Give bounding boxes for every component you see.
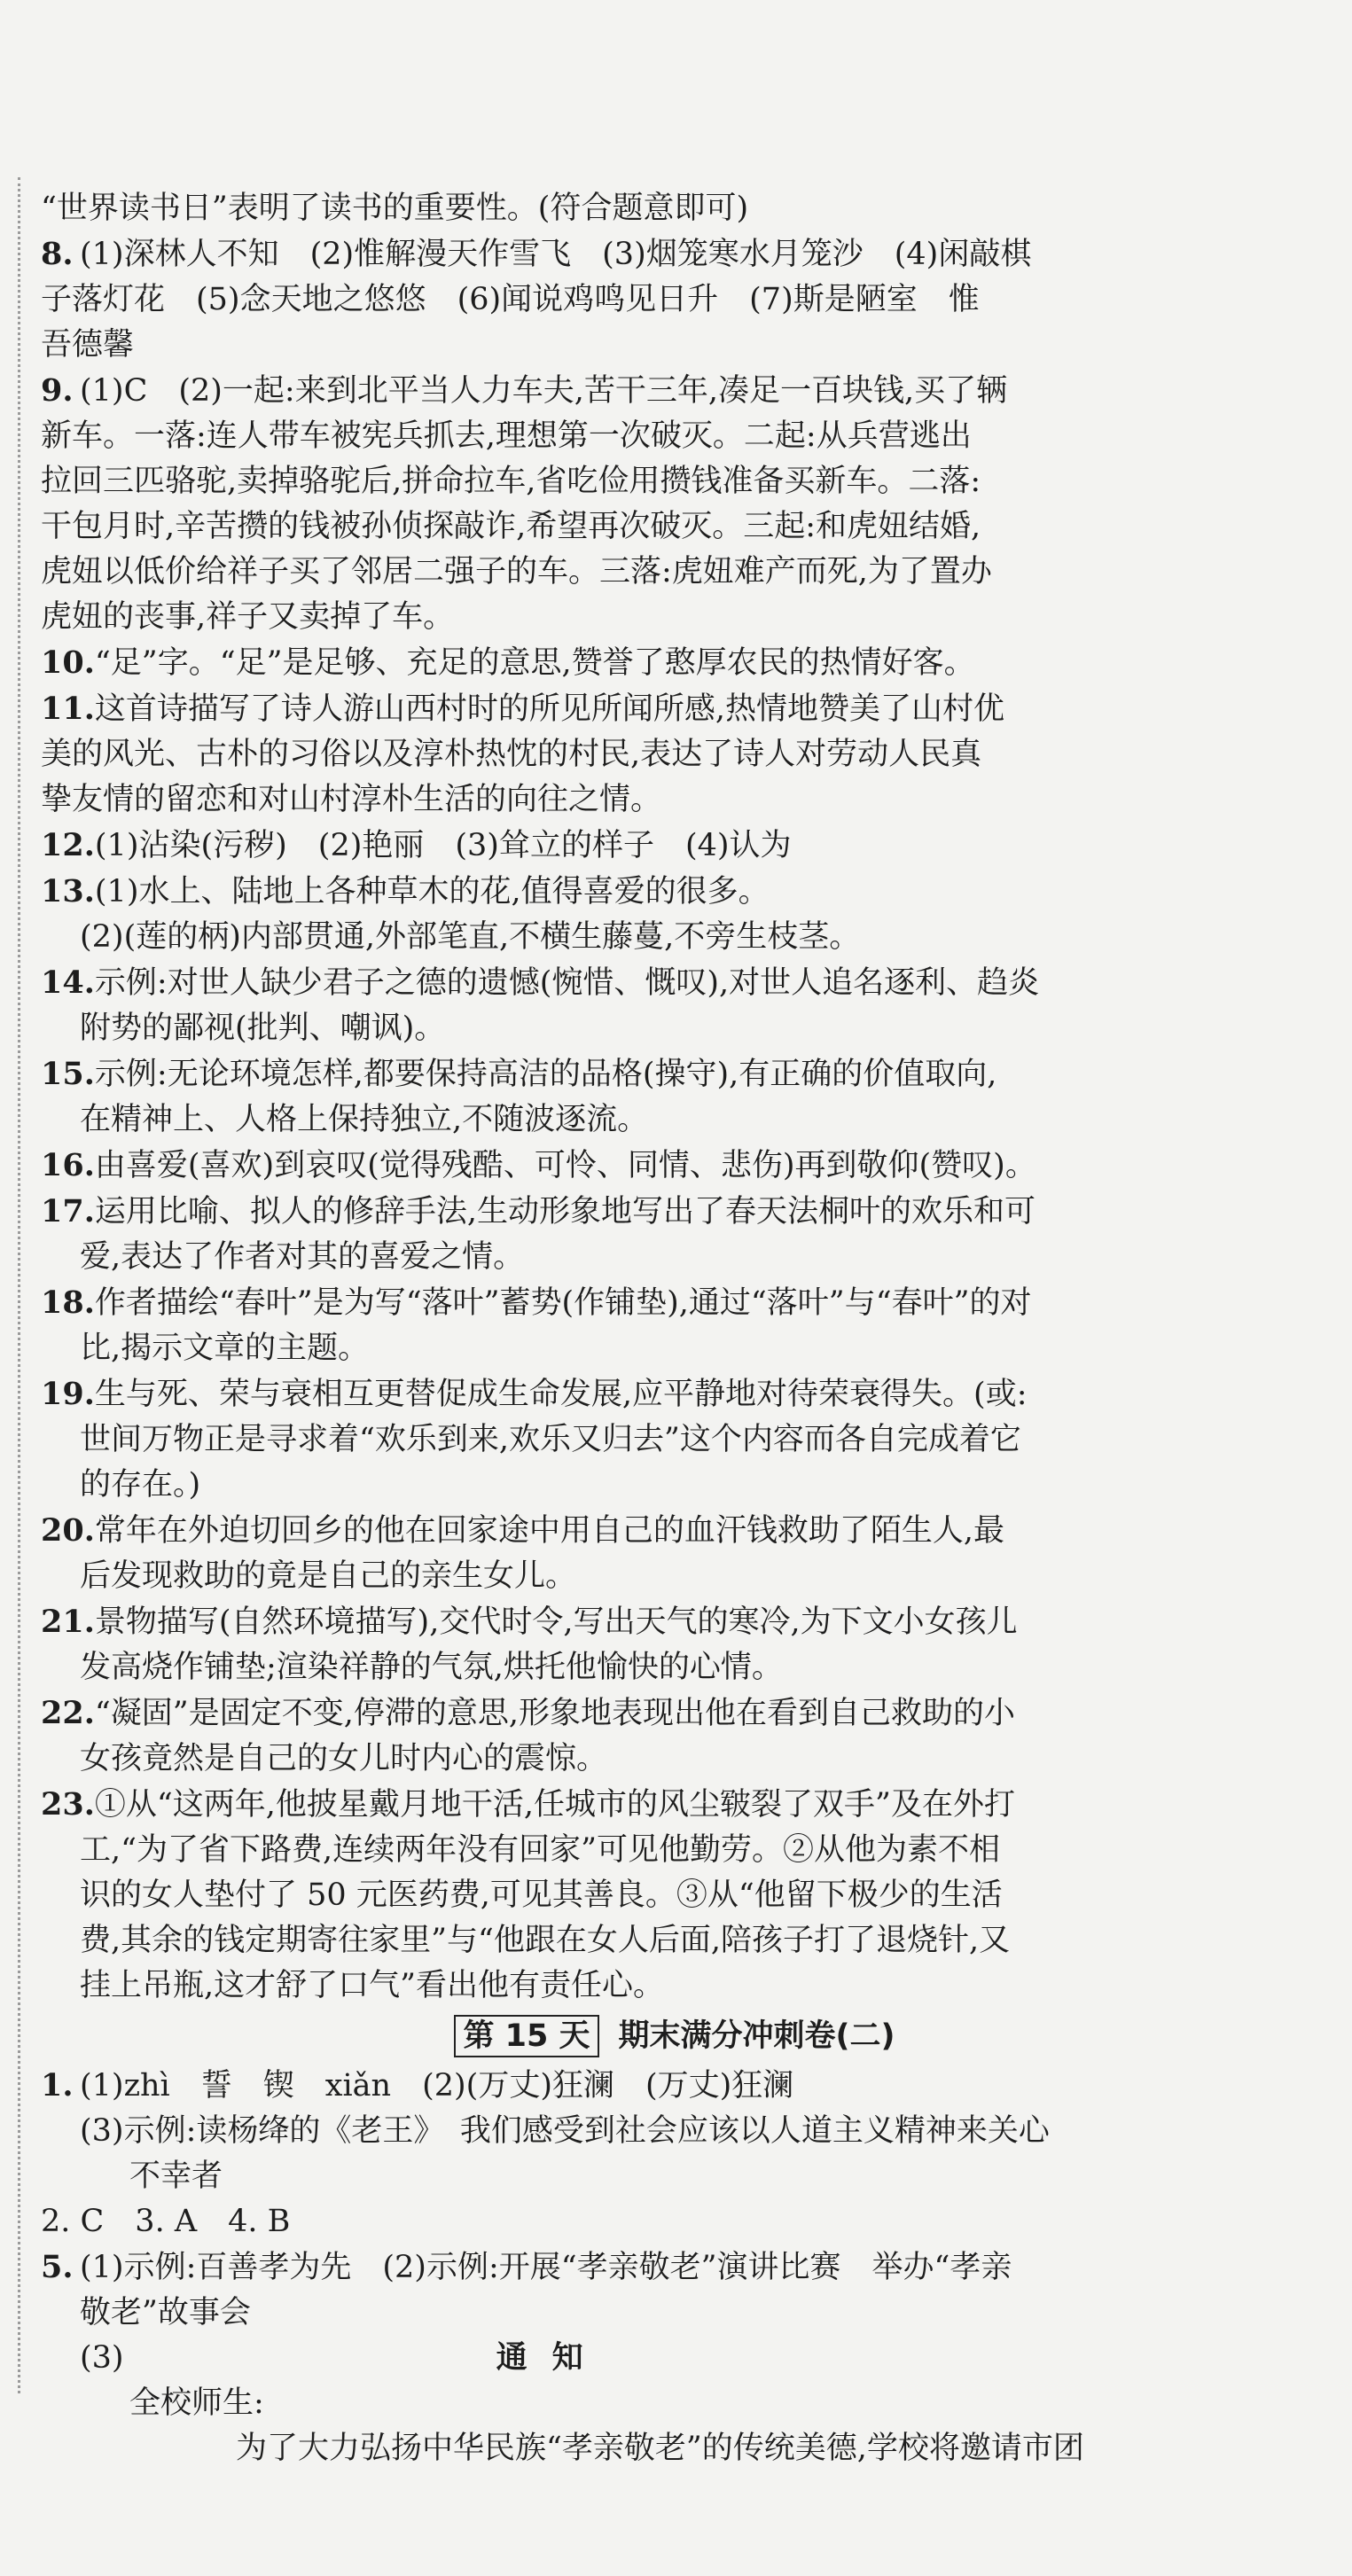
answer-line: 费,其余的钱定期寄往家里”与“他跟在女人后面,陪孩子打了退烧针,又 (80, 1923, 1011, 1958)
answer-line: 女孩竟然是自己的女儿时内心的震惊。 (80, 1741, 608, 1776)
question-23 (41, 1782, 1309, 1828)
answer-text: (1)沾染(污秽) (2)艳丽 (3)耸立的样子 (4)认为 (94, 828, 792, 863)
question-17 (41, 1189, 1309, 1235)
notice-title: 通知 (496, 2340, 608, 2376)
answer-text: 示例:对世人缺少君子之德的遗憾(惋惜、慨叹),对世人追名逐利、趋炎 (94, 965, 1040, 1001)
answer-line: 识的女人垫付了 50 元医药费,可见其善良。③从“他留下极少的生活 (80, 1877, 1003, 1913)
answer-text: “足”字。“足”是足够、充足的意思,赞誉了憨厚农民的热情好客。 (94, 645, 975, 681)
question-number: 15. (41, 1056, 95, 1092)
answer-text: 这首诗描写了诗人游山西村时的所见所闻所感,热情地赞美了山村优 (94, 691, 1005, 727)
sub-question-label: (3) (80, 2340, 124, 2376)
notice-header-line (41, 2336, 1309, 2381)
section-title: 期末满分冲刺卷(二) (618, 2018, 895, 2054)
answer-line: 比,揭示文章的主题。 (80, 1331, 370, 1366)
margin-dotted-rule (18, 177, 20, 2393)
answer-line: 新车。一落:连人带车被宪兵抓去,理想第一次破灭。二起:从兵营逃出 (41, 418, 972, 454)
day-badge: 第 15 天 (454, 2015, 598, 2057)
answer-line: (2)(莲的柄)内部贯通,外部笔直,不横生藤蔓,不旁生枝茎。 (80, 919, 861, 955)
answer-text: 由喜爱(喜欢)到哀叹(觉得残酷、可怜、同情、悲伤)再到敬仰(赞叹)。 (94, 1148, 1036, 1183)
question-number: 18. (41, 1284, 95, 1321)
answer-line: 不幸者 (129, 2158, 223, 2194)
answer-line: 的存在。) (80, 1467, 201, 1503)
question-8 (41, 231, 1309, 277)
answer-line: 挚友情的留恋和对山村淳朴生活的向往之情。 (41, 782, 662, 817)
question-12 (41, 823, 1309, 869)
section-heading (41, 2014, 1309, 2059)
question-number: 16. (41, 1147, 95, 1183)
question-15 (41, 1051, 1309, 1097)
answer-text: (1)水上、陆地上各种草木的花,值得喜爱的很多。 (94, 874, 770, 909)
answer-line: 拉回三匹骆驼,卖掉骆驼后,拼命拉车,省吃俭用攒钱准备买新车。二落: (41, 464, 981, 499)
question-number: 9. (41, 372, 74, 409)
answer-line: 在精神上、人格上保持独立,不随波逐流。 (80, 1102, 649, 1137)
answer-page (41, 186, 1309, 2471)
part2-question-1 (41, 2063, 1309, 2109)
notice-salutation: 全校师生: (129, 2385, 264, 2421)
question-number: 17. (41, 1193, 95, 1229)
question-20 (41, 1508, 1309, 1554)
question-10 (41, 640, 1309, 686)
answer-line: 附势的鄙视(批判、嘲讽)。 (80, 1011, 446, 1046)
answer-line: (3)示例:读杨绛的《老王》 我们感受到社会应该以人道主义精神来关心 (80, 2113, 1050, 2149)
answer-text: 生与死、荣与衰相互更替促成生命发展,应平静地对待荣衰得失。(或: (94, 1377, 1028, 1412)
answer-line: 虎妞的丧事,祥子又卖掉了车。 (41, 599, 455, 635)
question-number: 12. (41, 827, 95, 863)
answer-line: 干包月时,辛苦攒的钱被孙侦探敲诈,希望再次破灭。三起:和虎妞结婚, (41, 509, 981, 544)
answer-line: 吾德馨 (41, 327, 135, 363)
answer-line: 工,“为了省下路费,连续两年没有回家”可见他勤劳。②从他为素不相 (80, 1832, 1001, 1868)
notice-body: 为了大力弘扬中华民族“孝亲敬老”的传统美德,学校将邀请市团 (236, 2431, 1084, 2466)
answer-line: 挂上吊瓶,这才舒了口气”看出他有责任心。 (80, 1968, 665, 2003)
question-number: 1. (41, 2067, 74, 2104)
answer-text: 常年在外迫切回乡的他在回家途中用自己的血汗钱救助了陌生人,最 (94, 1513, 1005, 1549)
question-number: 5. (41, 2249, 74, 2285)
question-13 (41, 869, 1309, 915)
answer-text: ①从“这两年,他披星戴月地干活,任城市的风尘皲裂了双手”及在外打 (94, 1787, 1015, 1823)
question-number: 20. (41, 1512, 95, 1549)
question-11 (41, 686, 1309, 732)
answer-line: 虎妞以低价给祥子买了邻居二强子的车。三落:虎妞难产而死,为了置办 (41, 554, 992, 589)
question-number: 8. (41, 236, 74, 272)
answer-text: 作者描绘“春叶”是为写“落叶”蓄势(作铺垫),通过“落叶”与“春叶”的对 (94, 1285, 1032, 1321)
answer-line: 后发现救助的竟是自己的亲生女儿。 (80, 1558, 577, 1594)
question-22 (41, 1690, 1309, 1737)
answer-line: 美的风光、古朴的习俗以及淳朴热忱的村民,表达了诗人对劳动人民真 (41, 737, 982, 772)
question-number: 21. (41, 1604, 95, 1640)
answer-text: (1)zhì 誓 锲 xiǎn (2)(万丈)狂澜 (万丈)狂澜 (80, 2068, 794, 2104)
question-number: 11. (41, 691, 95, 727)
part2-question-2-4: 2. C 3. A 4. B (41, 2204, 291, 2239)
question-number: 23. (41, 1786, 95, 1823)
part2-question-5 (41, 2244, 1309, 2291)
question-18 (41, 1280, 1309, 1326)
question-16 (41, 1143, 1309, 1189)
question-14 (41, 960, 1309, 1006)
answer-text: “凝固”是固定不变,停滞的意思,形象地表现出他在看到自己救助的小 (94, 1696, 1015, 1731)
question-21 (41, 1599, 1309, 1645)
answer-line: 世间万物正是寻求着“欢乐到来,欢乐又归去”这个内容而各自完成着它 (80, 1422, 1021, 1457)
answer-line: “世界读书日”表明了读书的重要性。(符合题意即可) (41, 191, 749, 226)
question-number: 19. (41, 1376, 95, 1412)
answer-line: 敬老”故事会 (80, 2295, 251, 2330)
answer-line: 发高烧作铺垫;渲染祥静的气氛,烘托他愉快的心情。 (80, 1650, 783, 1685)
answer-text: 示例:无论环境怎样,都要保持高洁的品格(操守),有正确的价值取向, (94, 1057, 997, 1092)
question-number: 10. (41, 644, 95, 681)
answer-text: 景物描写(自然环境描写),交代时令,写出天气的寒冷,为下文小女孩儿 (94, 1604, 1018, 1640)
question-number: 14. (41, 964, 95, 1001)
answer-text: 运用比喻、拟人的修辞手法,生动形象地写出了春天法桐叶的欢乐和可 (94, 1194, 1036, 1229)
answer-line: 爱,表达了作者对其的喜爱之情。 (80, 1239, 525, 1275)
question-number: 13. (41, 873, 95, 909)
answer-text: (1)C (2)一起:来到北平当人力车夫,苦干三年,凑足一百块钱,买了辆 (80, 373, 1008, 409)
question-9 (41, 368, 1309, 414)
answer-text: (1)示例:百善孝为先 (2)示例:开展“孝亲敬老”演讲比赛 举办“孝亲 (80, 2250, 1012, 2285)
question-19 (41, 1371, 1309, 1417)
answer-text: (1)深林人不知 (2)惟解漫天作雪飞 (3)烟笼寒水月笼沙 (4)闲敲棋 (80, 237, 1032, 272)
question-number: 22. (41, 1695, 95, 1731)
answer-line: 子落灯花 (5)念天地之悠悠 (6)闻说鸡鸣见日升 (7)斯是陋室 惟 (41, 282, 980, 317)
